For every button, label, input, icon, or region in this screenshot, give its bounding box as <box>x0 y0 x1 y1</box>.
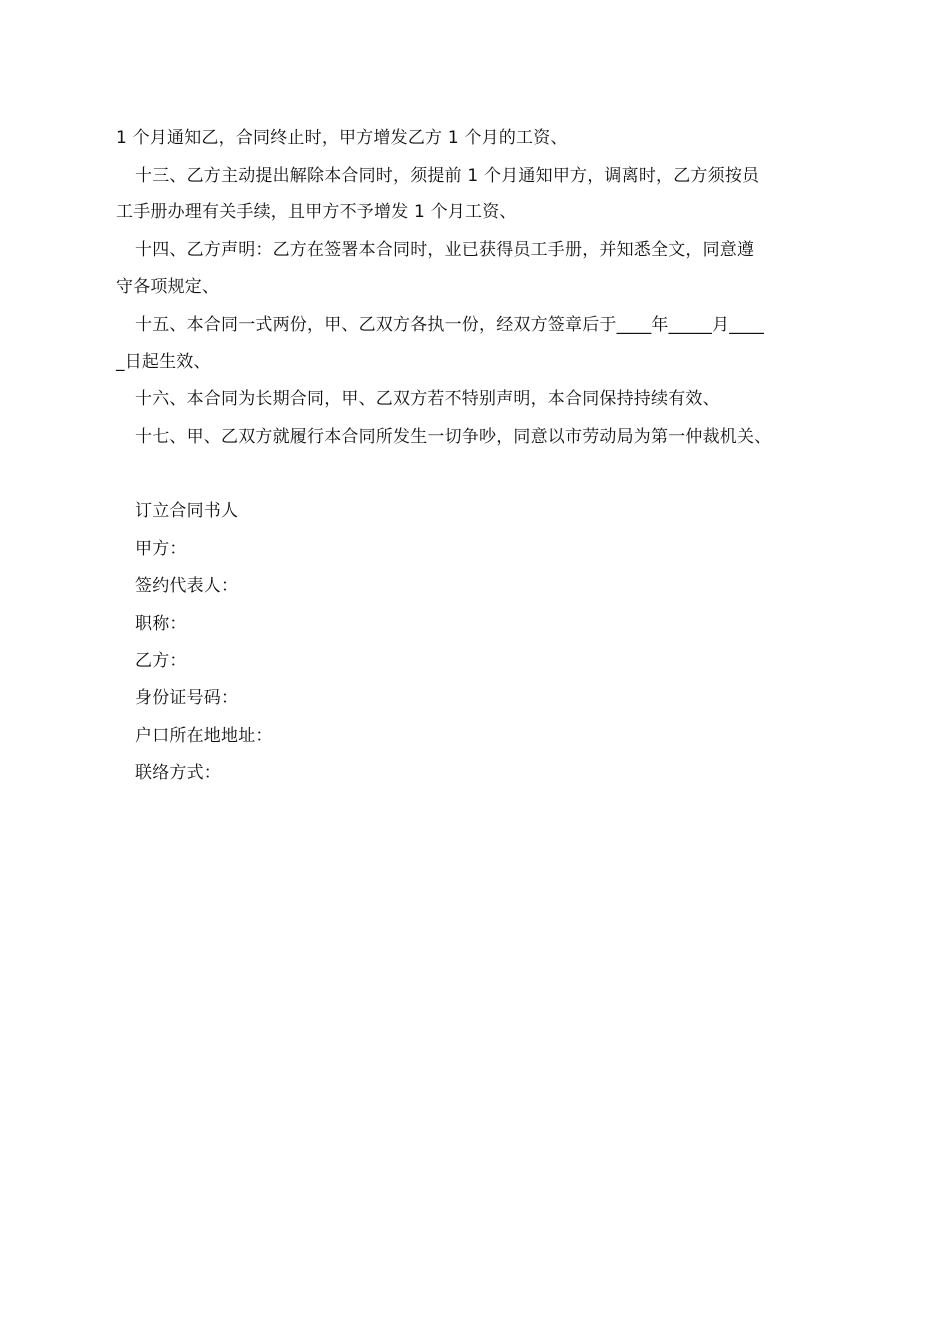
party-a-label: 甲方： <box>135 539 187 559</box>
signature-heading: 订立合同书人 <box>135 501 239 521</box>
clause-fourteen-continuation: 守各项规定、 <box>116 277 220 297</box>
residence-address-label: 户口所在地地址： <box>135 726 273 746</box>
clause-fourteen: 十四、乙方声明：乙方在签署本合同时，业已获得员工手册，并知悉全文，同意遵 <box>135 240 755 260</box>
clause-seventeen: 十七、甲、乙双方就履行本合同所发生一切争吵，同意以市劳动局为第一仲裁机关、 <box>135 427 772 447</box>
job-title-label: 职称： <box>135 614 187 634</box>
representative-label: 签约代表人： <box>135 576 239 596</box>
clause-sixteen: 十六、本合同为长期合同，甲、乙双方若不特别声明，本合同保持持续有效、 <box>135 389 720 409</box>
party-b-label: 乙方： <box>135 651 187 671</box>
clause-fifteen-continuation: _日起生效、 <box>116 352 211 372</box>
clause-thirteen-continuation: 工手册办理有关手续，且甲方不予增发 1 个月工资、 <box>116 202 517 222</box>
id-number-label: 身份证号码： <box>135 688 239 708</box>
clause-thirteen: 十三、乙方主动提出解除本合同时，须提前 1 个月通知甲方，调离时，乙方须按员 <box>135 166 760 186</box>
clause-continuation-twelve: 1 个月通知乙，合同终止时，甲方增发乙方 1 个月的工资、 <box>116 128 568 148</box>
contact-label: 联络方式： <box>135 763 221 783</box>
clause-fifteen: 十五、本合同一式两份，甲、乙双方各执一份，经双方签章后于____年_____月____ <box>135 315 765 335</box>
